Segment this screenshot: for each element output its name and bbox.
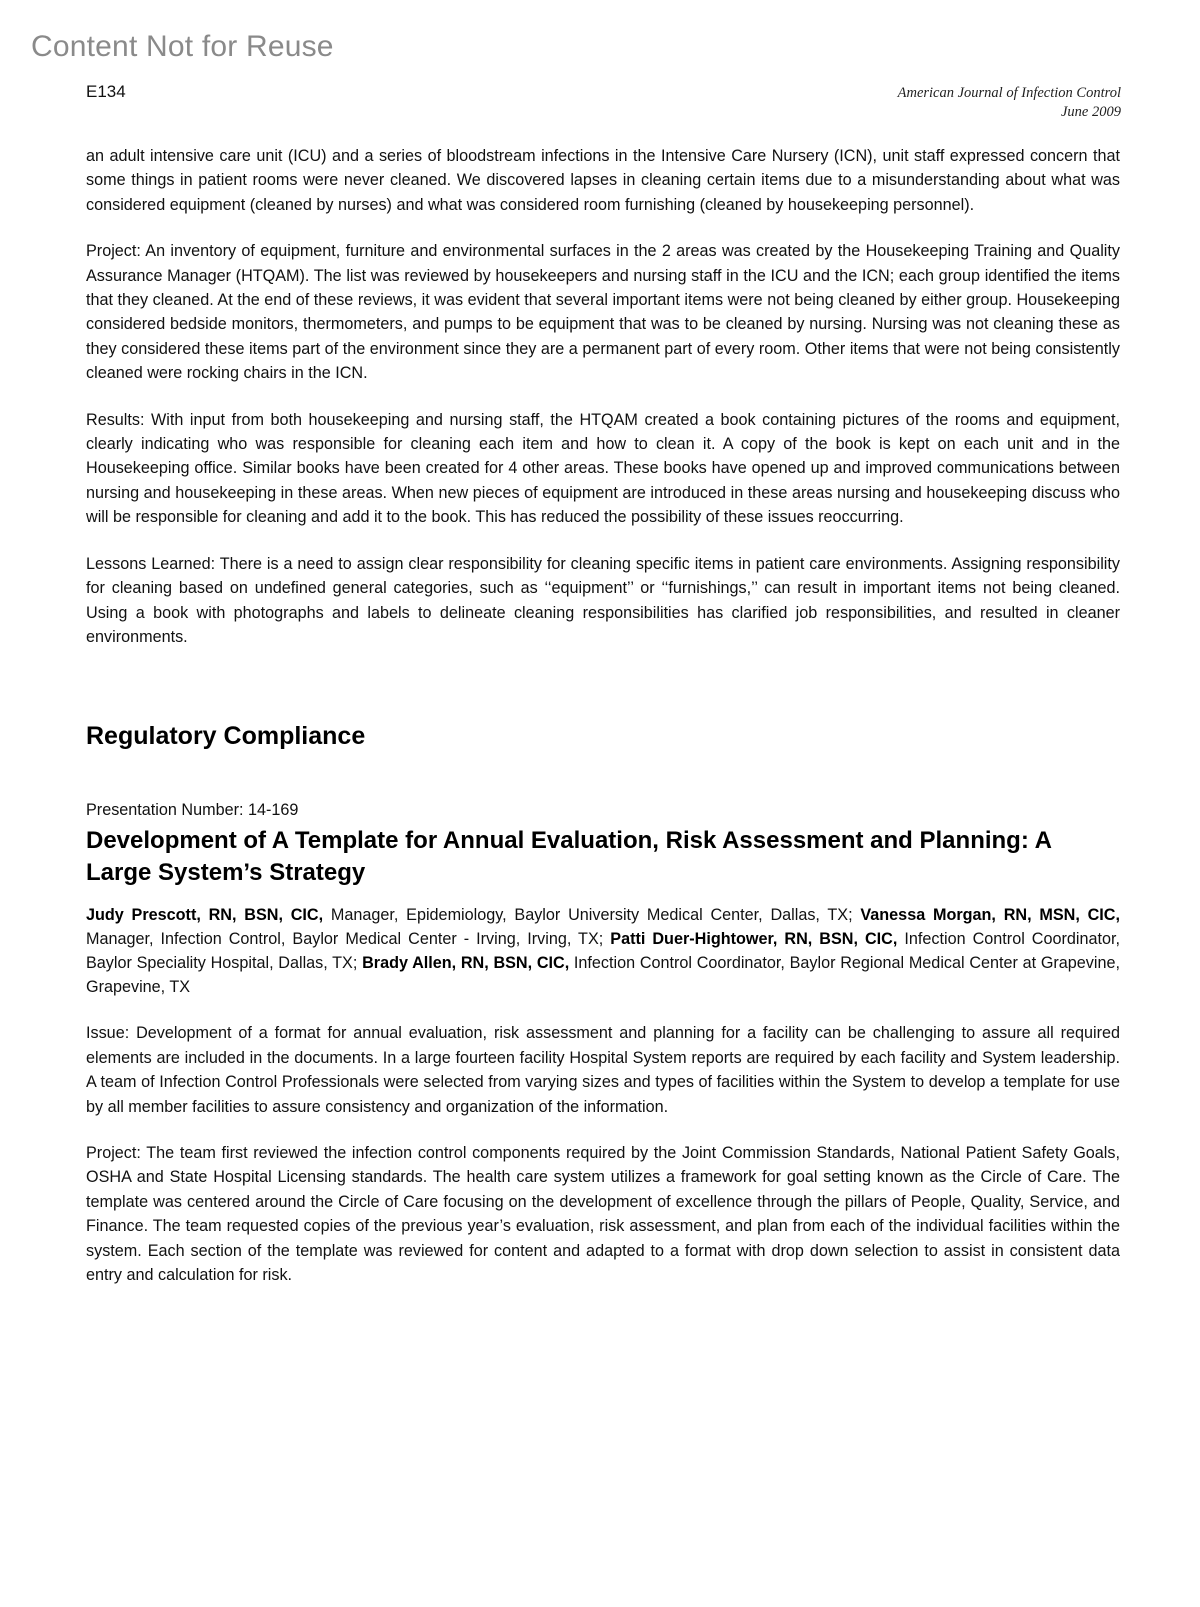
issue-date: June 2009 [1061,104,1121,120]
author-name: Brady Allen, RN, BSN, CIC, [362,954,570,973]
paragraph-project: Project: An inventory of equipment, furniture and environmental surfaces in the 2 areas was created by the Housekeeping Training and Quality Assurance Manager (HTQAM). The list was reviewed by housekeepers and nursing staff in the ICU and the ICN; each group identified the items that they cleaned. At the end of these reviews, it was evident that several important items were not being cleaned by either group. Housekeeping considered bedside monitors, thermometers, and pumps to be equipment that was to be cleaned by nursing. Nursing was not cleaning these as they considered these items part of the environment since they are a permanent part of every room. Other items that were not being consistently cleaned were rocking chairs in the ICN. [86,242,1120,383]
abstract-title: Development of A Template for Annual Evaluation, Risk Assessment and Planning: A Large System’s Strategy [86,827,1052,887]
author-name: Judy Prescott, RN, BSN, CIC, [86,906,324,925]
author-affiliation: Infection Control Coordinator, Baylor Speciality Hospital, Dallas, TX; [86,930,1120,973]
page-number: E134 [86,82,126,101]
paragraph-lessons-learned: Lessons Learned: There is a need to assign clear responsibility for cleaning specific items in patient care environments. Assigning responsibility for cleaning based on undefined general categories, such as ‘‘equipment’’ or ‘‘furnishings,’’ can result in important items not being cleaned. Using a book with photographs and labels to delineate cleaning responsibilities has clarified job responsibilities, and resulted in cleaner environments. [86,554,1120,646]
author-name: Vanessa Morgan, RN, MSN, CIC, [860,906,1120,925]
paragraph-results: Results: With input from both housekeeping and nursing staff, the HTQAM created a book containing pictures of the rooms and equipment, clearly indicating who was responsible for cleaning each item and how to clean it. A copy of the book is kept on each unit and in the Housekeeping office. Similar books have been created for 4 other areas. These books have opened up and improved communications between nursing and housekeeping in these areas. When new pieces of equipment are introduced in these areas nursing and housekeeping discuss who will be responsible for cleaning and add it to the book. This has reduced the possibility of these issues reoccurring. [86,410,1120,527]
page-content [86,144,1120,1309]
author-affiliation: Manager, Epidemiology, Baylor University Medical Center, Dallas, TX; [323,906,861,925]
author-list [86,903,1120,999]
journal-name: American Journal of Infection Control [897,85,1121,101]
author-affiliation: Infection Control Coordinator, Baylor Regional Medical Center at Grapevine, Grapevine, TX [86,954,1121,997]
paragraph-issue: Issue: Development of a format for annual evaluation, risk assessment and planning for a facility can be challenging to assure all required elements are included in the documents. In a large fourteen facility Hospital System reports are required by each facility and System leadership. A team of Infection Control Professionals were selected from varying sizes and types of facilities within the System to develop a template for use by all member facilities to assure consistency and organization of the information. [86,1024,1120,1116]
watermark: Content Not for Reuse [31,30,334,63]
author-name: Patti Duer-Hightower, RN, BSN, CIC, [610,930,898,949]
author-affiliation: Manager, Infection Control, Baylor Medical Center - Irving, Irving, TX; [86,930,611,949]
presentation-number: Presentation Number: 14-169 [86,801,299,820]
paragraph-background-continued: an adult intensive care unit (ICU) and a series of bloodstream infections in the Intensive Care Nursery (ICN), unit staff expressed concern that some things in patient rooms were never cleaned. We discovered lapses in cleaning certain items due to a misunderstanding about what was considered equipment (cleaned by nurses) and what was considered room furnishing (cleaned by housekeeping personnel). [86,147,1120,214]
journal-header [898,84,1121,122]
paragraph-abstract-project: Project: The team first reviewed the infection control components required by the Joint Commission Standards, National Patient Safety Goals, OSHA and State Hospital Licensing standards. The health care system utilizes a framework for goal setting known as the Circle of Care. The template was centered around the Circle of Care focusing on the development of excellence through the pillars of People, Quality, Service, and Finance. The team requested copies of the previous year’s evaluation, risk assessment, and plan from each of the individual facilities within the system. Each section of the template was reviewed for content and adapted to a format with drop down selection to assist in consistent data entry and calculation for risk. [86,1143,1120,1284]
section-heading: Regulatory Compliance [86,722,366,751]
